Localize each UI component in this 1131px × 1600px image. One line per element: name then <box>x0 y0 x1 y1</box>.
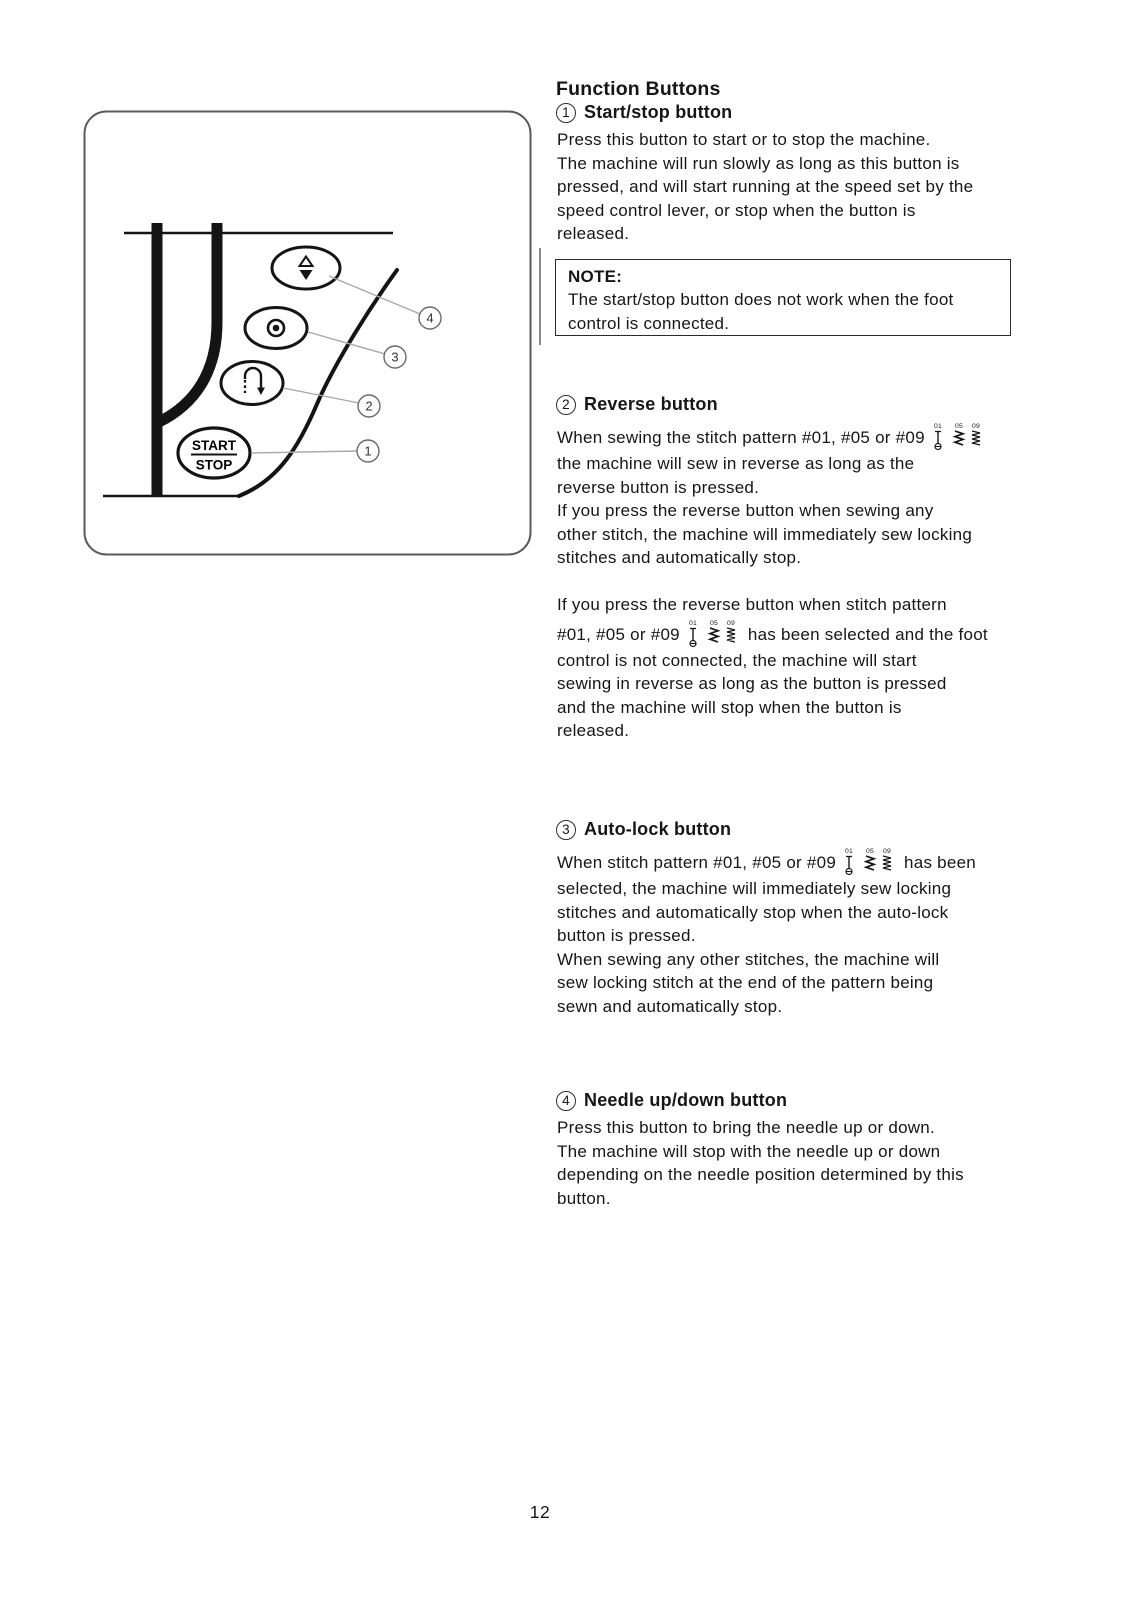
heading-start-stop <box>556 102 732 123</box>
heading-start-stop-label: Start/stop button <box>584 102 733 122</box>
svg-text:09: 09 <box>726 619 735 627</box>
note-line: The start/stop button does not work when the foot <box>568 290 954 310</box>
paragraph-line: stitches and automatically stop when the auto-lock <box>557 902 949 922</box>
paragraph-line: depending on the needle position determined by this <box>557 1165 964 1185</box>
heading-needle-updown <box>556 1090 787 1111</box>
paragraph-line: the machine will sew in reverse as long as the <box>557 454 915 473</box>
svg-text:01: 01 <box>933 423 942 430</box>
paragraph-line: Press this button to start or to stop the machine. <box>557 130 931 149</box>
start-stop-label-start: START <box>192 438 236 453</box>
svg-text:01: 01 <box>688 619 697 627</box>
svg-text:09: 09 <box>883 848 892 855</box>
start-stop-label-stop: STOP <box>195 457 233 473</box>
heading-auto-lock <box>556 819 731 840</box>
paragraph-line: sewn and automatically stop. <box>557 996 783 1016</box>
circled-number-1: 1 <box>556 103 576 123</box>
svg-text:09: 09 <box>971 423 980 430</box>
paragraph-line: When sewing any other stitches, the machine will <box>557 949 940 969</box>
svg-text:01: 01 <box>845 848 854 855</box>
circled-number-4: 4 <box>556 1091 576 1111</box>
paragraph-line: sewing in reverse as long as the button is pressed <box>557 674 947 694</box>
note-line: control is connected. <box>568 313 730 333</box>
stitch-patterns-icon <box>685 617 743 649</box>
paragraph-line: pressed, and will start running at the speed set by the <box>557 177 974 197</box>
paragraph-line: stitches and automatically stop. <box>557 548 802 568</box>
svg-text:05: 05 <box>866 848 875 855</box>
paragraph-line: other stitch, the machine will immediately sew locking <box>557 524 973 544</box>
reverse-paragraph-1 <box>557 420 993 570</box>
auto-lock-paragraph <box>557 845 976 1019</box>
paragraph-line: has been selected and the foot <box>747 624 988 644</box>
note-box <box>555 259 1011 336</box>
paragraph-line: control is not connected, the machine will start <box>557 650 917 670</box>
svg-text:1: 1 <box>364 443 372 459</box>
machine-panel-diagram <box>83 110 533 557</box>
paragraph-line: When stitch pattern #01, #05 or #09 <box>557 853 837 872</box>
paragraph-line: released. <box>557 721 630 741</box>
circled-number-2: 2 <box>556 395 576 415</box>
paragraph-line: If you press the reverse button when sewing any <box>557 501 934 521</box>
page-number: 12 <box>529 1502 551 1522</box>
paragraph-line: released. <box>557 224 630 244</box>
circled-number-3: 3 <box>556 820 576 840</box>
paragraph-line: sew locking stitch at the end of the pattern being <box>557 973 934 993</box>
heading-reverse <box>556 394 718 415</box>
paragraph-line: button is pressed. <box>557 926 696 946</box>
paragraph-line: The machine will run slowly as long as this button is <box>557 153 960 173</box>
paragraph-line: When sewing the stitch pattern #01, #05 or #09 <box>557 428 925 447</box>
heading-auto-lock-label: Auto-lock button <box>584 819 732 839</box>
paragraph-line: The machine will stop with the needle up or down <box>557 1141 941 1161</box>
svg-text:05: 05 <box>709 619 718 627</box>
callout-1 <box>357 440 379 462</box>
svg-text:3: 3 <box>391 349 399 365</box>
svg-text:05: 05 <box>954 423 963 430</box>
page-title: Function Buttons <box>556 78 721 100</box>
paragraph-line: and the machine will stop when the button is <box>557 697 902 717</box>
heading-needle-updown-label: Needle up/down button <box>584 1090 788 1110</box>
paragraph-line: has been <box>904 853 976 872</box>
paragraph-line: reverse button is pressed. <box>557 477 760 497</box>
reverse-paragraph-2 <box>557 593 988 743</box>
callout-4 <box>419 307 441 329</box>
paragraph-line: Press this button to bring the needle up or down. <box>557 1118 935 1137</box>
note-title: NOTE: <box>568 267 623 286</box>
needle-updown-button <box>272 247 340 289</box>
callout-3 <box>384 346 406 368</box>
stitch-patterns-icon <box>930 420 988 452</box>
scan-artifact-line <box>539 248 541 345</box>
start-stop-paragraph <box>557 128 973 246</box>
function-buttons-figure <box>83 110 533 557</box>
paragraph-line: selected, the machine will immediately sew locking <box>557 879 952 898</box>
heading-reverse-label: Reverse button <box>584 394 718 414</box>
paragraph-line: button. <box>557 1188 611 1208</box>
stitch-patterns-icon <box>841 845 899 877</box>
callout-2 <box>358 395 380 417</box>
needle-updown-paragraph <box>557 1116 964 1210</box>
svg-text:4: 4 <box>426 310 434 326</box>
svg-text:2: 2 <box>365 398 373 414</box>
paragraph-line: If you press the reverse button when stitch pattern <box>557 595 947 614</box>
paragraph-line: speed control lever, or stop when the button is <box>557 200 916 220</box>
paragraph-line: #01, #05 or #09 <box>557 624 680 644</box>
